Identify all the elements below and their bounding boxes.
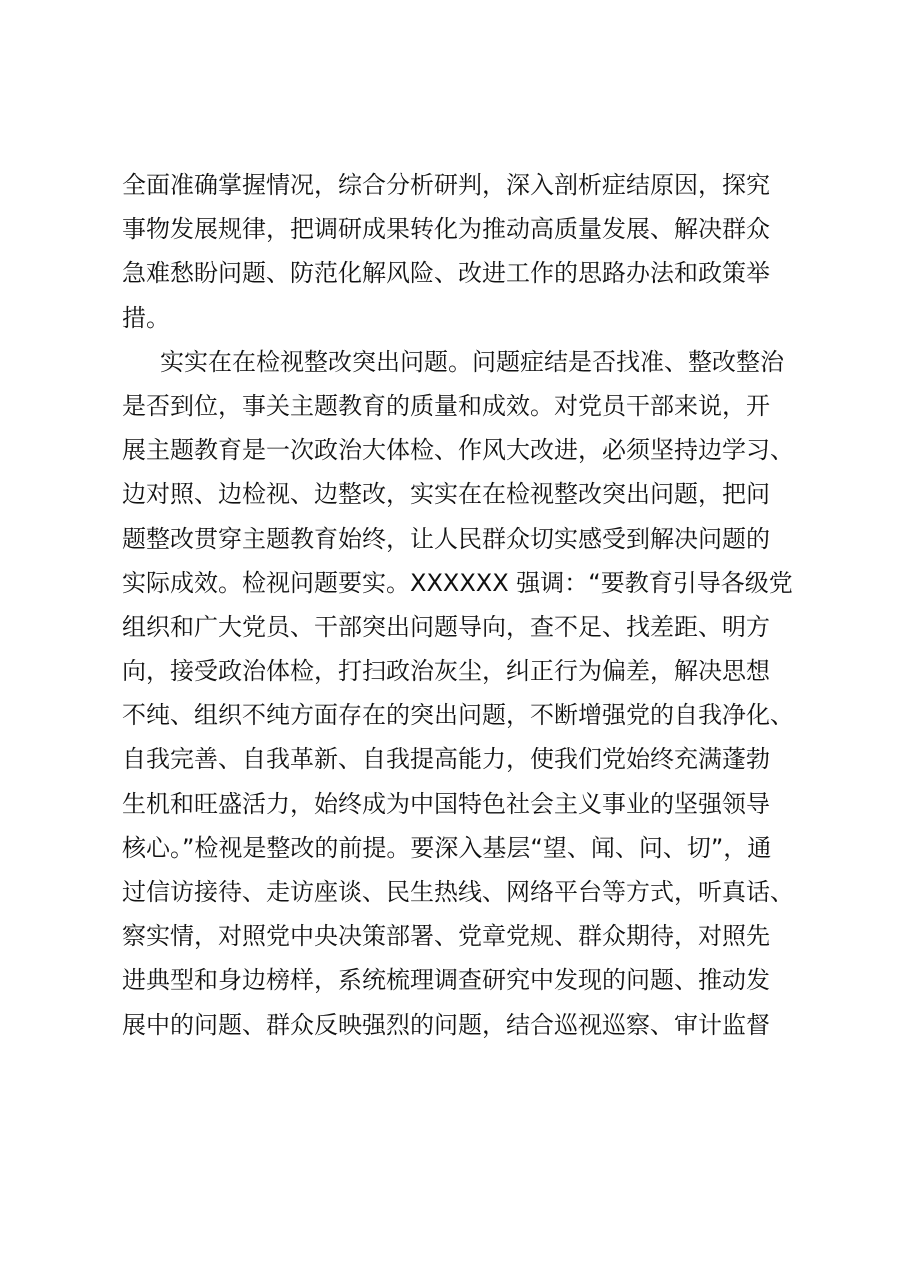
text-line: 自我完善、自我革新、自我提高能力，使我们党始终充满蓬勃 bbox=[122, 745, 770, 774]
text-line: 进典型和身边榜样，系统梳理调查研究中发现的问题、推动发 bbox=[122, 966, 770, 995]
text-line: 过信访接待、走访座谈、民生热线、网络平台等方式，听真话、 bbox=[122, 878, 794, 906]
body-text bbox=[122, 163, 822, 1047]
text-line: 是否到位，事关主题教育的质量和成效。对党员干部来说，开 bbox=[122, 391, 770, 420]
text-line: 措。 bbox=[122, 303, 170, 332]
text-line: 不纯、组织不纯方面存在的突出问题，不断增强党的自我净化、 bbox=[122, 701, 794, 730]
text-line: 察实情，对照党中央决策部署、党章党规、群众期待，对照先 bbox=[122, 922, 770, 951]
text-line: 生机和旺盛活力，始终成为中国特色社会主义事业的坚强领导 bbox=[122, 789, 770, 818]
text-line: 向，接受政治体检，打扫政治灰尘，纠正行为偏差，解决思想 bbox=[122, 657, 770, 686]
text-line: 实际成效。检视问题要实。XXXXXX 强调：“要教育引导各级党 bbox=[122, 568, 793, 597]
text-line: 急难愁盼问题、防范化解风险、改进工作的思路办法和政策举 bbox=[122, 259, 770, 288]
text-line: 展主题教育是一次政治大体检、作风大改进，必须坚持边学习、 bbox=[122, 436, 794, 465]
text-line: 边对照、边检视、边整改，实实在在检视整改突出问题，把问 bbox=[122, 480, 770, 509]
text-line: 事物发展规律，把调研成果转化为推动高质量发展、解决群众 bbox=[122, 215, 770, 244]
text-line: 展中的问题、群众反映强烈的问题，结合巡视巡察、审计监督 bbox=[122, 1010, 770, 1039]
text-line: 核心。”检视是整改的前提。要深入基层“望、闻、问、切”，通 bbox=[122, 833, 772, 862]
paragraph-first-line: 实实在在检视整改突出问题。问题症结是否找准、整改整治 bbox=[160, 347, 784, 376]
text-line: 全面准确掌握情况，综合分析研判，深入剖析症结原因，探究 bbox=[122, 171, 770, 199]
text-line: 组织和广大党员、干部突出问题导向，查不足、找差距、明方 bbox=[122, 612, 770, 641]
text-line: 题整改贯穿主题教育始终，让人民群众切实感受到解决问题的 bbox=[122, 524, 770, 553]
